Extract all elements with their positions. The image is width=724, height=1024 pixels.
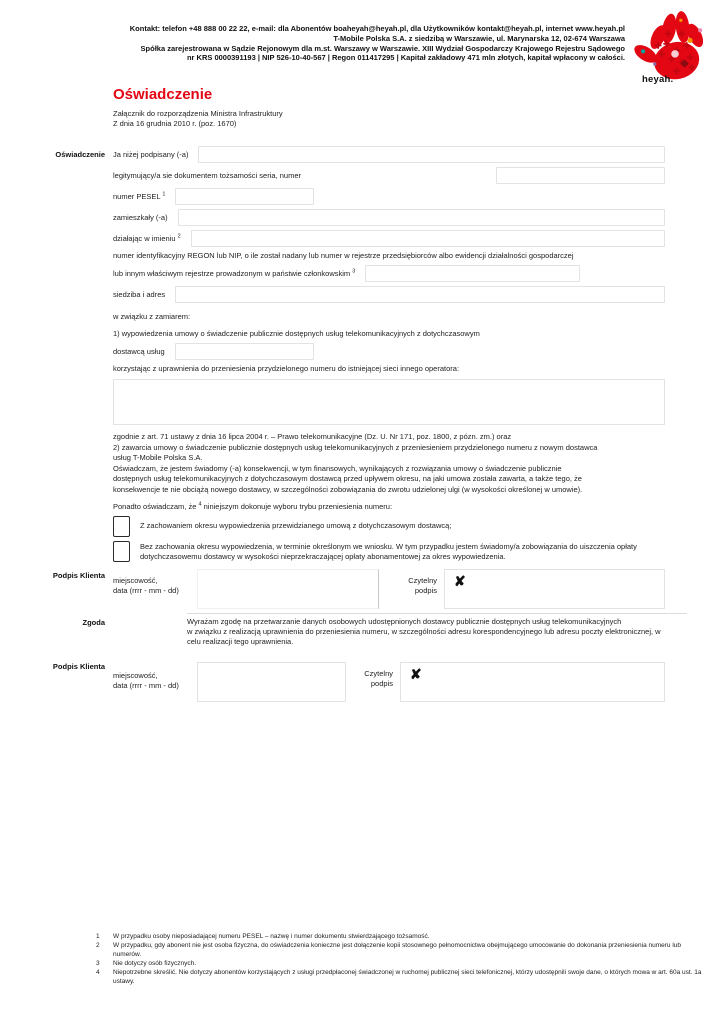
footnote-text: W przypadku osoby nieposiadającej numeru PESEL – nazwę i numer dokumentu stwierdzającego tożsamość. [113, 933, 430, 940]
footnote-number: 4 [96, 969, 100, 976]
company-header [40, 24, 625, 63]
legal-line: zgodnie z art. 71 ustawy z dnia 16 lipca 2004 r. – Prawo telekomunikacyjne (Dz. U. Nr 171, poz. 1800, z pózn. zm.) oraz [113, 432, 512, 441]
address-input[interactable] [178, 209, 665, 226]
field-label-acting-on-behalf: działając w imieniu $^2$ [113, 233, 181, 243]
id-document-input[interactable] [496, 167, 665, 184]
registered-office-input[interactable] [175, 286, 665, 303]
footnote [96, 941, 702, 959]
option-row-2 [113, 541, 665, 562]
acting-on-behalf-input[interactable] [191, 230, 665, 247]
field-label-address: zamieszkały (-a) [113, 213, 168, 222]
form-row [113, 209, 665, 226]
heyah-logo [633, 10, 717, 85]
footnote-text: Nie dotyczy osób fizycznych. [113, 960, 197, 967]
option-row-1 [113, 516, 665, 537]
signature-x-mark: ✘ [454, 572, 466, 589]
footnote-number: 1 [96, 933, 100, 940]
footnote [96, 968, 702, 986]
declaration-section [55, 146, 665, 562]
current-provider-input[interactable] [175, 343, 314, 360]
header-address-line: T-Mobile Polska S.A. z siedzibą w Warszawie, ul. Marynarska 12, 02-674 Warszawa [333, 33, 625, 43]
legal-paragraph [113, 432, 665, 496]
form-row [113, 230, 665, 247]
consent-section [82, 616, 665, 648]
header-contact-line: Kontakt: telefon +48 888 00 22 22, e-mail: dla Abonentów boaheyah@heyah.pl, dla Użytkowników kontakt@heyah.pl, internet www.heyah.pl [129, 24, 625, 33]
footnote-ref-2: 2 [177, 233, 181, 240]
signature-caption: Czytelny podpis [408, 575, 437, 595]
option2-label: Bez zachowania okresu wypowiedzenia, w terminie określonym we wniosku. W tym przypadku jestem świadomy/a zobowiązania do uiszczenia opłaty dotychczasowemu dostawcy w wysokości nieprzekraczającej opłaty abonamentowej za okres wypowiedzenia. [140, 541, 637, 561]
signature-caption: Czytelny podpis [364, 668, 393, 688]
signature-section-2 [52, 661, 665, 702]
heyah-wordmark: heyah. [642, 74, 674, 85]
legal-line: dostępnych usług telekomunikacyjnych z dotychczasowym dostawcą przed upływem okresu, na jaki umowa została zawarta, a także tego, że [113, 474, 582, 484]
page-title: Oświadczenie [113, 86, 213, 103]
signature-box[interactable] [444, 569, 665, 609]
field-label-current-provider: dostawcą usług [113, 347, 165, 356]
text-choice-intro: Ponadto oświadczam, że $^4$ niniejszym dokonuje wyboru trybu przeniesienia numeru: [113, 501, 393, 511]
doc-subtitle-line2: Z dnia 16 grudnia 2010 r. (poz. 1670) [113, 119, 237, 128]
doc-subtitle-line1: Załącznik do rozporządzenia Ministra Infrastruktury [113, 109, 283, 118]
full-name-input[interactable] [198, 146, 665, 163]
field-label-pesel: numer PESEL $^1$ [113, 191, 166, 201]
place-date-input[interactable] [197, 662, 346, 702]
form-row [113, 146, 665, 163]
footnote-number: 2 [96, 942, 100, 949]
footnotes [96, 932, 702, 986]
footnote-ref-3: 3 [352, 268, 356, 275]
pesel-input[interactable] [175, 188, 314, 205]
field-label-member-state-register: lub innym właściwym rejestrze prowadzonym w państwie członkowskim $^3$ [113, 268, 356, 278]
legal-line: 2) zawarcia umowy o świadczenie publicznie dostępnych usług telekomunikacyjnych z przeniesieniem przydzielonego numeru z nowym dostawca [113, 442, 598, 452]
signature-section-1 [52, 569, 665, 609]
legal-line: Oświadczam, że jestem świadomy (-a) konsekwencji, w tym finansowych, wynikających z rozwiązania umowy o świadczenie publicznie [113, 463, 562, 473]
text-intent-intro: w związku z zamiarem: [113, 312, 191, 321]
header-krs-line: nr KRS 0000391193 | NIP 526-10-40-567 | Regon 011417295 | Kapitał zakładowy 471 mln złotych, kapitał wpłacony w całości. [186, 53, 625, 63]
form-row [113, 188, 665, 205]
place-date-label: miejscowość, data (rrrr - mm - dd) [113, 575, 179, 595]
option2-checkbox[interactable] [113, 541, 130, 562]
form-row [113, 286, 665, 303]
form-row [113, 167, 665, 184]
text-porting: korzystając z uprawnienia do przeniesienia przydzielonego numeru do istniejącej sieci innego operatora: [113, 364, 460, 373]
form-row [113, 343, 665, 360]
footnote-ref-4: 4 [198, 501, 202, 508]
section-label-podpis-klienta: Podpis Klienta [52, 661, 105, 671]
legal-line: usług T-Mobile Polska S.A. [113, 453, 203, 463]
member-state-register-input[interactable] [365, 265, 580, 282]
footnote-text: W przypadku, gdy abonent nie jest osoba fizyczna, do oświadczenia konieczne jest dołączenie kopii stosownego pełnomocnictwa obejmującego umocowanie do dokonania przeniesienia numeru lub numerów. [113, 942, 682, 958]
footnote [96, 932, 702, 941]
legal-line: konsekwencje te nie obciążą nowego dostawcy, w szczególności zobowiązania do zwrotu udzielonej ulgi (w wysokości określonej w umowie). [113, 484, 583, 494]
field-label-id-document: legitymujący/a sie dokumentem tożsamości seria, numer [113, 171, 301, 180]
footnote-number: 3 [96, 960, 100, 967]
field-label-full-name: Ja niżej podpisany (-a) [113, 150, 189, 159]
place-date-input[interactable] [197, 569, 379, 609]
footnote-text: Niepotrzebne skreślić. Nie dotyczy abonentów korzystających z usługi przedpłaconej świadczonej w ruchomej publicznej sieci telefonicznej, którzy udostępnili swoje dane, o których mowa w art. 60a ust. 1a ustawy. [113, 969, 702, 985]
header-registry-line: Spółka zarejestrowana w Sądzie Rejonowym dla m.st. Warszawy w Warszawie. XIII Wydział Gospodarczy Krajowego Rejestru Sądowego [140, 43, 625, 53]
section-divider [187, 613, 687, 614]
place-date-label: miejscowość, data (rrrr - mm - dd) [113, 670, 179, 690]
signature-x-mark: ✘ [410, 665, 422, 682]
consent-line: celu realizacji tego uprawnienia. [187, 637, 294, 647]
text-intent-item1: 1) wypowiedzenia umowy o świadczenie publicznie dostępnych usług telekomunikacyjnych z dotychczasowym [113, 329, 480, 338]
footnote [96, 959, 702, 968]
consent-line: Wyrażam zgodę na przetwarzanie danych osobowych udostępnionych dostawcy publicznie dostępnych usług telekomunikacyjnych [187, 616, 622, 626]
text-regon-nip: numer identyfikacyjny REGON lub NIP, o ile został nadany lub numer w rejestrze przedsiębiorców albo ewidencji działalności gospodarczej [113, 251, 574, 260]
consent-text [187, 617, 687, 648]
footnote-ref-1: 1 [162, 191, 166, 198]
form-row [113, 265, 665, 282]
signature-box[interactable] [400, 662, 665, 702]
section-label-oswiadczenie: Oświadczenie [55, 150, 105, 159]
option1-label: Z zachowaniem okresu wypowiedzenia przewidzianego umową z dotychczasowym dostawcą; [140, 521, 452, 531]
section-label-podpis-klienta: Podpis Klienta [52, 570, 105, 580]
option1-checkbox[interactable] [113, 516, 130, 537]
phone-numbers-textarea[interactable] [113, 379, 665, 425]
consent-line: w związku z realizacją uprawnienia do przeniesienia numeru, w szczególności adresu korespondencyjnego lub adresu poczty elektronicznej, w [187, 626, 661, 636]
field-label-registered-office: siedziba i adres [113, 290, 166, 299]
section-label-zgoda: Zgoda [82, 617, 105, 627]
